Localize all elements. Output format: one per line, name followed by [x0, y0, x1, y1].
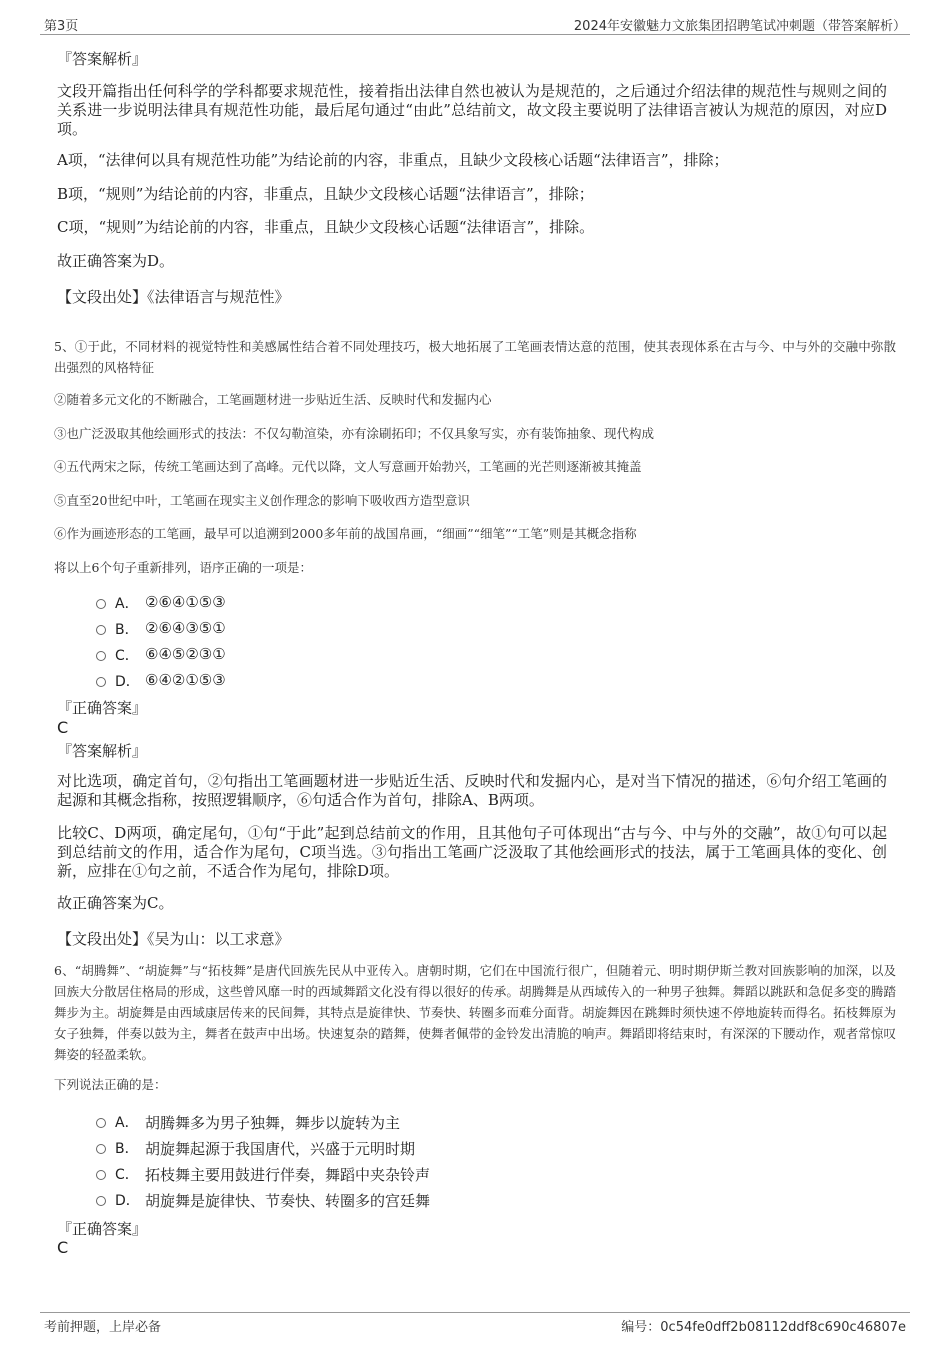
option-letter: D．: [115, 1193, 140, 1209]
question-stem: 6、“胡腾舞”、“胡旋舞”与“拓枝舞”是唐代回族先民从中亚传入。唐朝时期，它们在中国流行很广，但随着元、明时期伊斯兰教对回族影响的加深，以及回族大分散居住格局的形成，这些曾风靡一时的西域舞蹈文化没有得以很好的传承。胡腾舞是从西域传入的一种男子独舞。舞蹈以跳跃和急促多变的腾踏舞步为主。胡旋舞是由西域康居传来的民间舞，其特点是旋律快、节奏快、转圈多而难分面背。胡旋舞因在跳舞时须快速不停地旋转而得名。拓枝舞原为女子独舞，伴奏以鼓为主，舞者在鼓声中出场。快速复杂的踏舞，使舞者佩带的金铃发出清脆的响声。舞蹈即将结束时，有深深的下腰动作，观者常惊叹舞姿的轻盈柔软。: [54, 963, 896, 1062]
radio-button-icon[interactable]: [96, 1196, 106, 1206]
analysis-paragraph: 文段开篇指出任何科学的学科都要求规范性，接着指出法律自然也被认为是规范的，之后通过介绍法律的规范性与规则之间的关系进一步说明法律具有规范性功能，最后尾句通过“由此”总结前文，故文段主要说明了法律语言被认为规范的原因，对应D项。: [57, 82, 887, 138]
sentence-item: ②随着多元文化的不断融合，工笔画题材进一步贴近生活、反映时代和发掘内心: [54, 392, 492, 407]
option-letter: A．: [115, 596, 139, 612]
analysis-paragraph: A项，“法律何以具有规范性功能”为结论前的内容，非重点，且缺少文段核心话题“法律语言”，排除；: [57, 151, 729, 169]
option-letter: D．: [115, 674, 140, 690]
radio-button-icon[interactable]: [96, 677, 106, 687]
sentence-item: ③也广泛汲取其他绘画形式的技法：不仅勾勒渲染，亦有涂刷拓印；不仅具象写实，亦有装饰抽象、现代构成: [54, 426, 655, 441]
analysis-conclusion: 故正确答案为D。: [57, 252, 175, 270]
analysis-paragraph: 对比选项，确定首句，②句指出工笔画题材进一步贴近生活、反映时代和发掘内心，是对当下情况的描述，⑥句介绍工笔画的起源和其概念指称，按照逻辑顺序，⑥句适合作为首句，排除A、B两项。: [57, 772, 887, 809]
radio-button-icon[interactable]: [96, 599, 106, 609]
question-prompt: 将以上6个句子重新排列，语序正确的一项是：: [54, 560, 312, 575]
radio-button-icon[interactable]: [96, 1144, 106, 1154]
footer-slogan: 考前押题，上岸必备: [44, 1320, 162, 1335]
option-text: ②⑥④①⑤③: [145, 593, 226, 611]
option-text: ②⑥④③⑤①: [145, 619, 226, 637]
question-prompt: 下列说法正确的是：: [54, 1077, 167, 1092]
option-text: 胡旋舞起源于我国唐代，兴盛于元明时期: [145, 1140, 416, 1158]
option-letter: C．: [115, 648, 139, 664]
sentence-item: ④五代两宋之际，传统工笔画达到了高峰。元代以降，文人写意画开始勃兴，工笔画的光芒则逐渐被其掩盖: [54, 459, 642, 474]
option-letter: C．: [115, 1167, 139, 1183]
analysis-paragraph: B项，“规则”为结论前的内容，非重点，且缺少文段核心话题“法律语言”，排除；: [57, 185, 594, 203]
sentence-item: ⑤直至20世纪中叶，工笔画在现实主义创作理念的影响下吸收西方造型意识: [54, 493, 470, 508]
analysis-paragraph: C项，“规则”为结论前的内容，非重点，且缺少文段核心话题“法律语言”，排除。: [57, 218, 595, 236]
answer-analysis-label: 『答案解析』: [57, 742, 148, 760]
option-text: ⑥④⑤②③①: [145, 645, 226, 663]
correct-answer: C: [57, 718, 69, 737]
correct-answer-label: 『正确答案』: [57, 1220, 148, 1238]
document-title: 2024年安徽魅力文旅集团招聘笔试冲刺题（带答案解析）: [573, 19, 906, 34]
option-text: 拓枝舞主要用鼓进行伴奏，舞蹈中夹杂铃声: [145, 1166, 431, 1184]
option-text: 胡腾舞多为男子独舞，舞步以旋转为主: [145, 1114, 401, 1132]
radio-button-icon[interactable]: [96, 1118, 106, 1128]
answer-analysis-label: 『答案解析』: [57, 50, 148, 68]
radio-button-icon[interactable]: [96, 1170, 106, 1180]
passage-source: 【文段出处】《吴为山：以工求意》: [57, 930, 290, 948]
option-text: 胡旋舞是旋律快、节奏快、转圈多的宫廷舞: [145, 1192, 431, 1210]
radio-button-icon[interactable]: [96, 625, 106, 635]
analysis-paragraph: 比较C、D两项，确定尾句，①句“于此”起到总结前文的作用，且其他句子可体现出“古与今、中与外的交融”，故①句可以起到总结前文的作用，适合作为尾句，C项当选。③句指出工笔画广泛汲取了其他绘画形式的技法，属于工笔画具体的变化、创新，应排在①句之前，不适合作为尾句，排除D项。: [57, 824, 887, 880]
option-letter: B．: [115, 622, 139, 638]
analysis-conclusion: 故正确答案为C。: [57, 894, 174, 912]
radio-button-icon[interactable]: [96, 651, 106, 661]
correct-answer: C: [57, 1238, 69, 1257]
correct-answer-label: 『正确答案』: [57, 699, 148, 717]
passage-source: 【文段出处】《法律语言与规范性》: [57, 288, 290, 306]
document-id: 编号：0c54fe0dff2b08112ddf8c690c46807e: [621, 1320, 906, 1335]
option-letter: A．: [115, 1115, 139, 1131]
question-stem: 5、①于此，不同材料的视觉特性和美感属性结合着不同处理技巧，极大地拓展了工笔画表情达意的范围，使其表现体系在古与今、中与外的交融中弥散出强烈的风格特征: [54, 339, 896, 375]
option-text: ⑥④②①⑤③: [145, 671, 226, 689]
option-letter: B．: [115, 1141, 139, 1157]
page-number: 第3页: [44, 19, 79, 34]
page-footer: [40, 1312, 910, 1335]
sentence-item: ⑥作为画迹形态的工笔画，最早可以追溯到2000多年前的战国帛画，“细画”“细笔”“工笔”则是其概念指称: [54, 526, 637, 541]
